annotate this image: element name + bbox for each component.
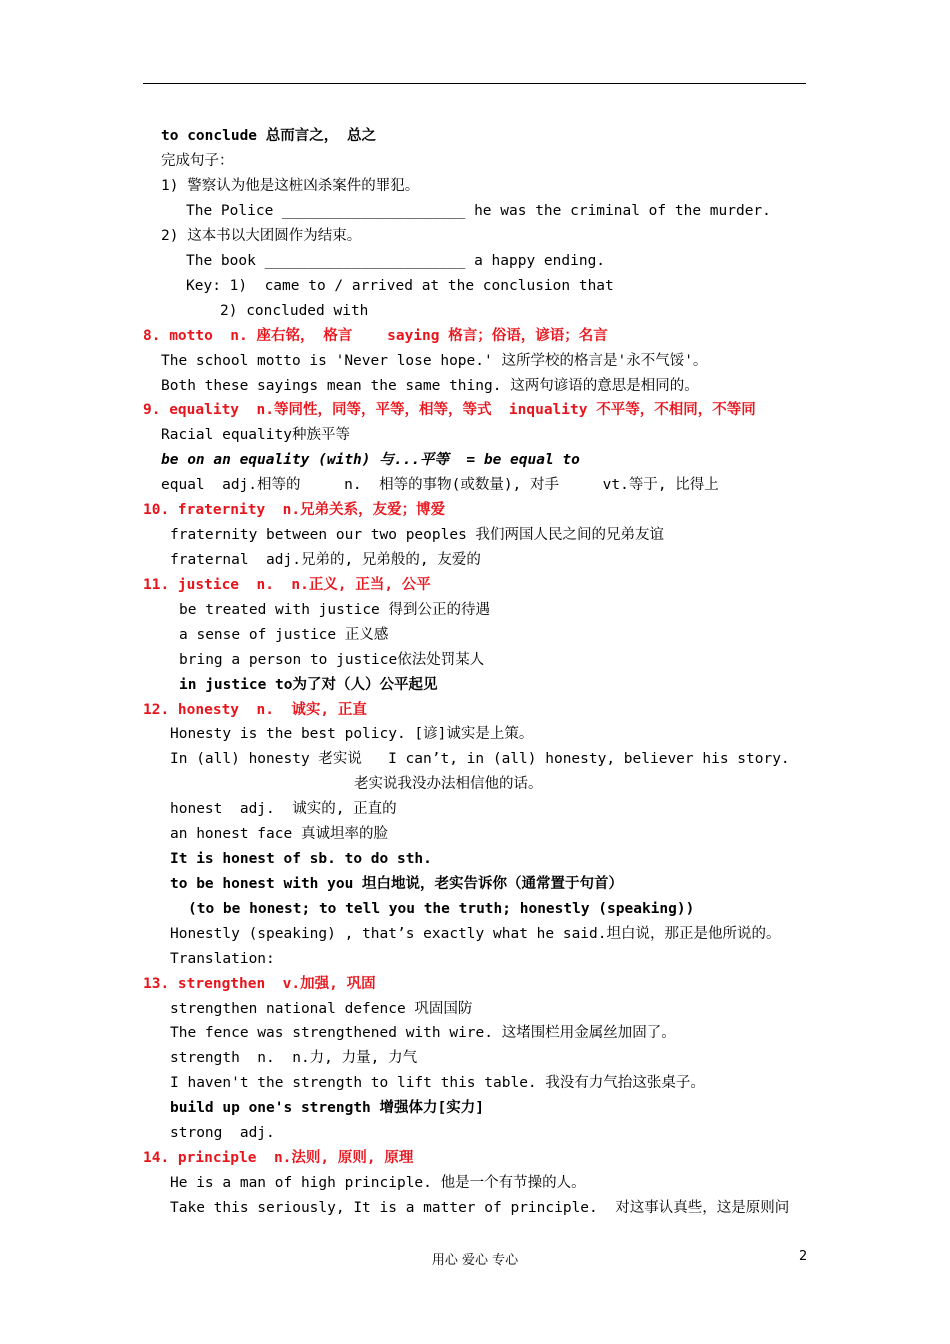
text-line: The fence was strengthened with wire. 这堵围栏用金属丝加固了。 xyxy=(170,1025,676,1041)
text-line: be treated with justice 得到公正的待遇 xyxy=(179,602,491,618)
page-number: 2 xyxy=(799,1249,808,1264)
entry-heading: 10. fraternity n.兄弟关系，友爱；博爱 xyxy=(143,502,446,518)
text-line: Racial equality种族平等 xyxy=(161,427,350,443)
text-line: strength n. n.力, 力量, 力气 xyxy=(170,1050,418,1066)
text-line: (to be honest; to tell you the truth; honestly (speaking)) xyxy=(188,901,695,917)
text-line: strengthen national defence 巩固国防 xyxy=(170,1001,473,1017)
entry-heading: 11. justice n. n.正义, 正当, 公平 xyxy=(143,577,431,593)
text-line: to be honest with you 坦白地说，老实告诉你（通常置于句首） xyxy=(170,876,624,892)
text-line: 1) 警察认为他是这桩凶杀案件的罪犯。 xyxy=(161,178,420,194)
text-line: Honestly (speaking) , that’s exactly what he said.坦白说，那正是他所说的。 xyxy=(170,926,781,942)
text-line: to conclude 总而言之， 总之 xyxy=(161,128,376,144)
entry-heading: 12. honesty n. 诚实, 正直 xyxy=(143,702,367,718)
text-line: In (all) honesty 老实说 I can’t, in (all) honesty, believer his story. xyxy=(170,751,790,767)
text-line: build up one's strength 增强体力[实力] xyxy=(170,1100,484,1116)
entry-heading: 14. principle n.法则, 原则, 原理 xyxy=(143,1150,414,1166)
text-line: Take this seriously, It is a matter of principle. 对这事认真些，这是原则问 xyxy=(170,1200,790,1216)
text-line: Key: 1) came to / arrived at the conclusion that xyxy=(186,278,614,294)
entry-heading: 13. strengthen v.加强, 巩固 xyxy=(143,976,376,992)
text-line: The book _______________________ a happy ending. xyxy=(186,253,606,269)
text-line: He is a man of high principle. 他是一个有节操的人。 xyxy=(170,1175,586,1191)
text-line: a sense of justice 正义感 xyxy=(179,627,389,643)
entry-heading: 9. equality n.等同性，同等，平等，相等，等式 inquality 不平等，不相同，不等同 xyxy=(143,402,756,418)
text-line: in justice to为了对（人）公平起见 xyxy=(179,677,438,693)
text-line: an honest face 真诚坦率的脸 xyxy=(170,826,388,842)
text-line: I haven't the strength to lift this table. 我没有力气抬这张桌子。 xyxy=(170,1075,705,1091)
text-line: fraternal adj.兄弟的, 兄弟般的, 友爱的 xyxy=(170,552,481,568)
text-line: Both these sayings mean the same thing. 这两句谚语的意思是相同的。 xyxy=(161,378,699,394)
text-line: honest adj. 诚实的, 正直的 xyxy=(170,801,397,817)
text-line: 2) concluded with xyxy=(220,303,369,319)
text-line: The Police _____________________ he was the criminal of the murder. xyxy=(186,203,771,219)
text-line: Honesty is the best policy. [谚]诚实是上策。 xyxy=(170,726,534,742)
entry-heading: 8. motto n. 座右铭， 格言 saying 格言；俗语，谚语；名言 xyxy=(143,328,608,344)
text-line: It is honest of sb. to do sth. xyxy=(170,851,432,867)
text-line: equal adj.相等的 n. 相等的事物(或数量), 对手 vt.等于, 比得上 xyxy=(161,477,719,493)
text-line: Translation: xyxy=(170,951,275,967)
page-footer: 用心 爱心 专心 xyxy=(431,1253,519,1268)
header-rule xyxy=(143,83,806,84)
text-line: fraternity between our two peoples 我们两国人民之间的兄弟友谊 xyxy=(170,527,665,543)
text-line: be on an equality (with) 与...平等 = be equal to xyxy=(161,452,580,468)
text-line: 2) 这本书以大团圆作为结束。 xyxy=(161,228,362,244)
text-line: strong adj. xyxy=(170,1125,275,1141)
text-line: 完成句子： xyxy=(161,153,234,169)
text-line: bring a person to justice依法处罚某人 xyxy=(179,652,485,668)
text-line: The school motto is 'Never lose hope.' 这所学校的格言是'永不气馁'。 xyxy=(161,353,708,369)
text-line: 老实说我没办法相信他的话。 xyxy=(354,776,543,792)
